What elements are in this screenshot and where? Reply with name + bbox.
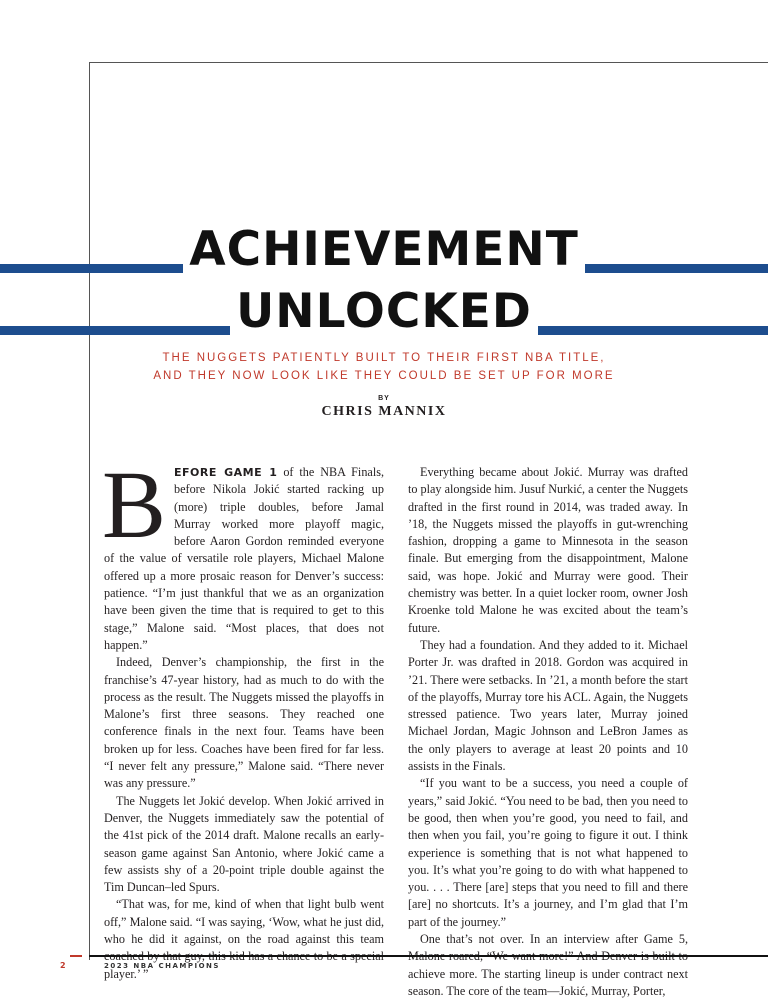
paragraph-5: Everything became about Jokić. Murray was drafted to play alongside him. Jusuf Nurkić, a center the Nuggets drafted in the first round in 2014, was traded away. In ’18, the Nuggets missed the playoffs in gut-wrenching fashion, dropping a game to Minnesota in the season finale. But emerging from the disappointment, Malone said, was hope. Jokić and Murray were good. Their chemistry was better. In a quiet locker room, owner Josh Kroenke told Malone he was excited about the team’s future. — [408, 465, 688, 635]
paragraph-1 — [102, 451, 384, 654]
paragraph-8: One that’s not over. In an interview after Game 5, achieve more. The starting lineup is under contract next season. The core of the team—Jokić, Murray, Porter, — [408, 932, 688, 998]
footer-rule — [89, 955, 768, 957]
frame-top-rule — [89, 62, 768, 63]
headline-line-1: ACHIEVEMENT — [0, 226, 768, 273]
paragraph-7: “If you want to be a success, you need a couple of years,” said Jokić. “You need to be bad, then you need to be good, then when you’re good, you need to fail, and then when you fail, you’re going to figure it out. I think experience is something that is not what happened to you. It’s what you’re going to do with what happened to you. . . . There [are] steps that you need to fill and there [are] no shortcuts. It’s a journey, and I’m glad that I’m part of the journey.” — [408, 776, 688, 929]
headline-line-2: UNLOCKED — [0, 288, 768, 335]
paragraph-1-text: of the NBA Finals, before Nikola Jokić started racking up (more) triple doubles, before Jamal Murray worked more playoff magic, before Aaron Gordon reminded everyone of the value of versatile role players, Michael Malone offered up a more prosaic reason for Denver’s success: patience. “I’m just thankful that we as an organization have been given the time that is required to get to this stage,” Malone said. “Most places, that does not happen.” — [104, 465, 384, 652]
paragraph-4: “That was, for me, kind of when that light bulb went off,” Malone said. “I was saying, ‘Wow, what he just did, who he did it against, on the road against this team player.’ ” — [104, 897, 384, 981]
paragraph-2: Indeed, Denver’s championship, the first in the franchise’s 47-year history, had as much to do with the process as the result. The Nuggets missed the playoffs in Malone’s first three seasons. They reached one conference finals in the next four. Teams have been broken up for less. Coaches have been fired for far less. “I never felt any pressure,” Malone said. “There never was any pressure.” — [104, 655, 384, 791]
paragraph-6: They had a foundation. And they added to it. Michael Porter Jr. was drafted in 2018. Gordon was acquired in ’21. There were setbacks. In ’21, a month before the start of the playoffs, Murray tore his ACL. Again, the Nuggets stressed patience. Two years later, Murray joined Michael Jordan, Magic Johnson and LeBron James as the only players to average at least 20 points and 10 assists in the Finals. — [408, 637, 688, 774]
frame-left-rule — [89, 62, 90, 960]
article-column-left — [102, 451, 384, 983]
paragraph-3: The Nuggets let Jokić develop. When Jokić arrived in Denver, the Nuggets immediately saw the potential of the 41st pick of the 2014 draft. Malone recalls an early-season game against San Antonio, where Jokić came a few assists shy of a 20-point triple double against the Tim Duncan–led Spurs. — [104, 793, 384, 895]
author-name: CHRIS MANNIX — [321, 404, 447, 419]
article-column-right — [408, 464, 688, 1000]
drop-cap: B — [102, 451, 167, 558]
page-number: 2 — [60, 961, 66, 970]
lead-in: EFORE GAME 1 — [174, 466, 278, 479]
footer-accent-rule — [70, 955, 82, 957]
subtitle-line-2: AND THEY NOW LOOK LIKE THEY COULD BE SET UP FOR MORE — [153, 370, 615, 382]
byline-label: BY — [378, 395, 390, 402]
subtitle-line-1: THE NUGGETS PATIENTLY BUILT TO THEIR FIRST NBA TITLE, — [162, 352, 606, 364]
footer-label: 2023 NBA CHAMPIONS — [104, 962, 220, 970]
